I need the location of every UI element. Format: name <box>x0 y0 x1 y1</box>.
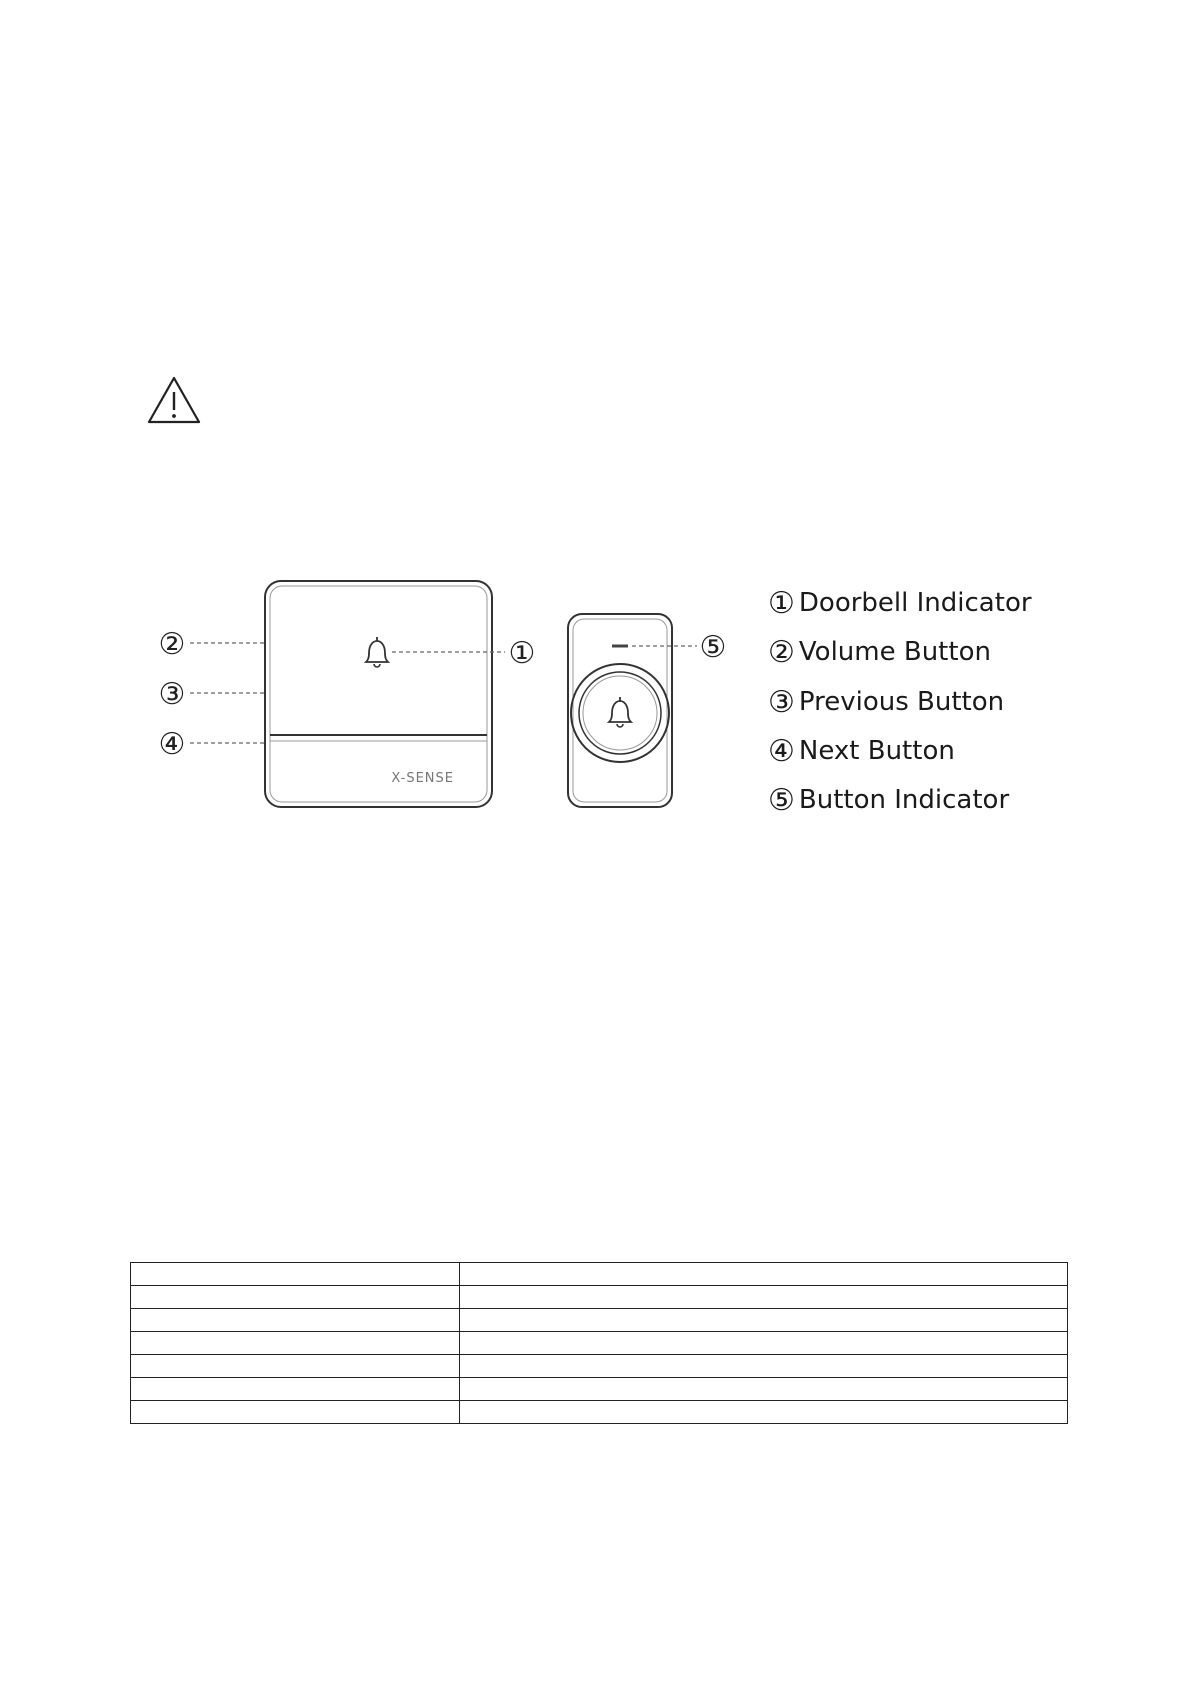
table-cell-value <box>460 1401 1068 1424</box>
receiver-brand-logo: X-SENSE <box>391 771 454 786</box>
legend-item-button-indicator <box>768 780 1009 820</box>
table-row <box>131 1309 1068 1332</box>
table-row <box>131 1286 1068 1309</box>
legend-number: ③ <box>768 684 795 720</box>
table-cell-key <box>131 1401 460 1424</box>
legend-item-doorbell-indicator <box>768 583 1032 623</box>
legend-number: ⑤ <box>768 782 795 818</box>
legend-label: Volume Button <box>798 637 991 667</box>
table-cell-key <box>131 1286 460 1309</box>
table-cell-key <box>131 1378 460 1401</box>
table-cell-key <box>131 1263 460 1286</box>
legend-item-next-button <box>768 731 955 771</box>
table-cell-value <box>460 1309 1068 1332</box>
legend-item-volume-button <box>768 632 991 672</box>
legend-label: Doorbell Indicator <box>798 588 1032 618</box>
table-cell-value <box>460 1332 1068 1355</box>
specification-table <box>130 1262 1068 1424</box>
legend-label: Button Indicator <box>798 785 1010 815</box>
legend-label: Next Button <box>798 736 955 766</box>
table-cell-value <box>460 1286 1068 1309</box>
legend-number: ① <box>768 585 795 621</box>
table-cell-value <box>460 1355 1068 1378</box>
callout-number-4: ④ <box>158 727 186 762</box>
legend-label: Previous Button <box>798 687 1005 717</box>
legend-number: ④ <box>768 733 795 769</box>
table-row <box>131 1378 1068 1401</box>
table-row <box>131 1263 1068 1286</box>
table-cell-key <box>131 1332 460 1355</box>
callout-number-3: ③ <box>158 677 186 712</box>
push-button-unit <box>568 614 672 807</box>
table-cell-key <box>131 1355 460 1378</box>
table-cell-value <box>460 1378 1068 1401</box>
table-cell-key <box>131 1309 460 1332</box>
callout-number-5: ⑤ <box>699 630 727 665</box>
legend-item-previous-button <box>768 682 1004 722</box>
callout-number-1: ① <box>508 636 536 671</box>
receiver-unit <box>265 581 492 807</box>
callout-number-2: ② <box>158 627 186 662</box>
table-row <box>131 1355 1068 1378</box>
table-cell-value <box>460 1263 1068 1286</box>
legend-number: ② <box>768 634 795 670</box>
table-row <box>131 1332 1068 1355</box>
table-row <box>131 1401 1068 1424</box>
